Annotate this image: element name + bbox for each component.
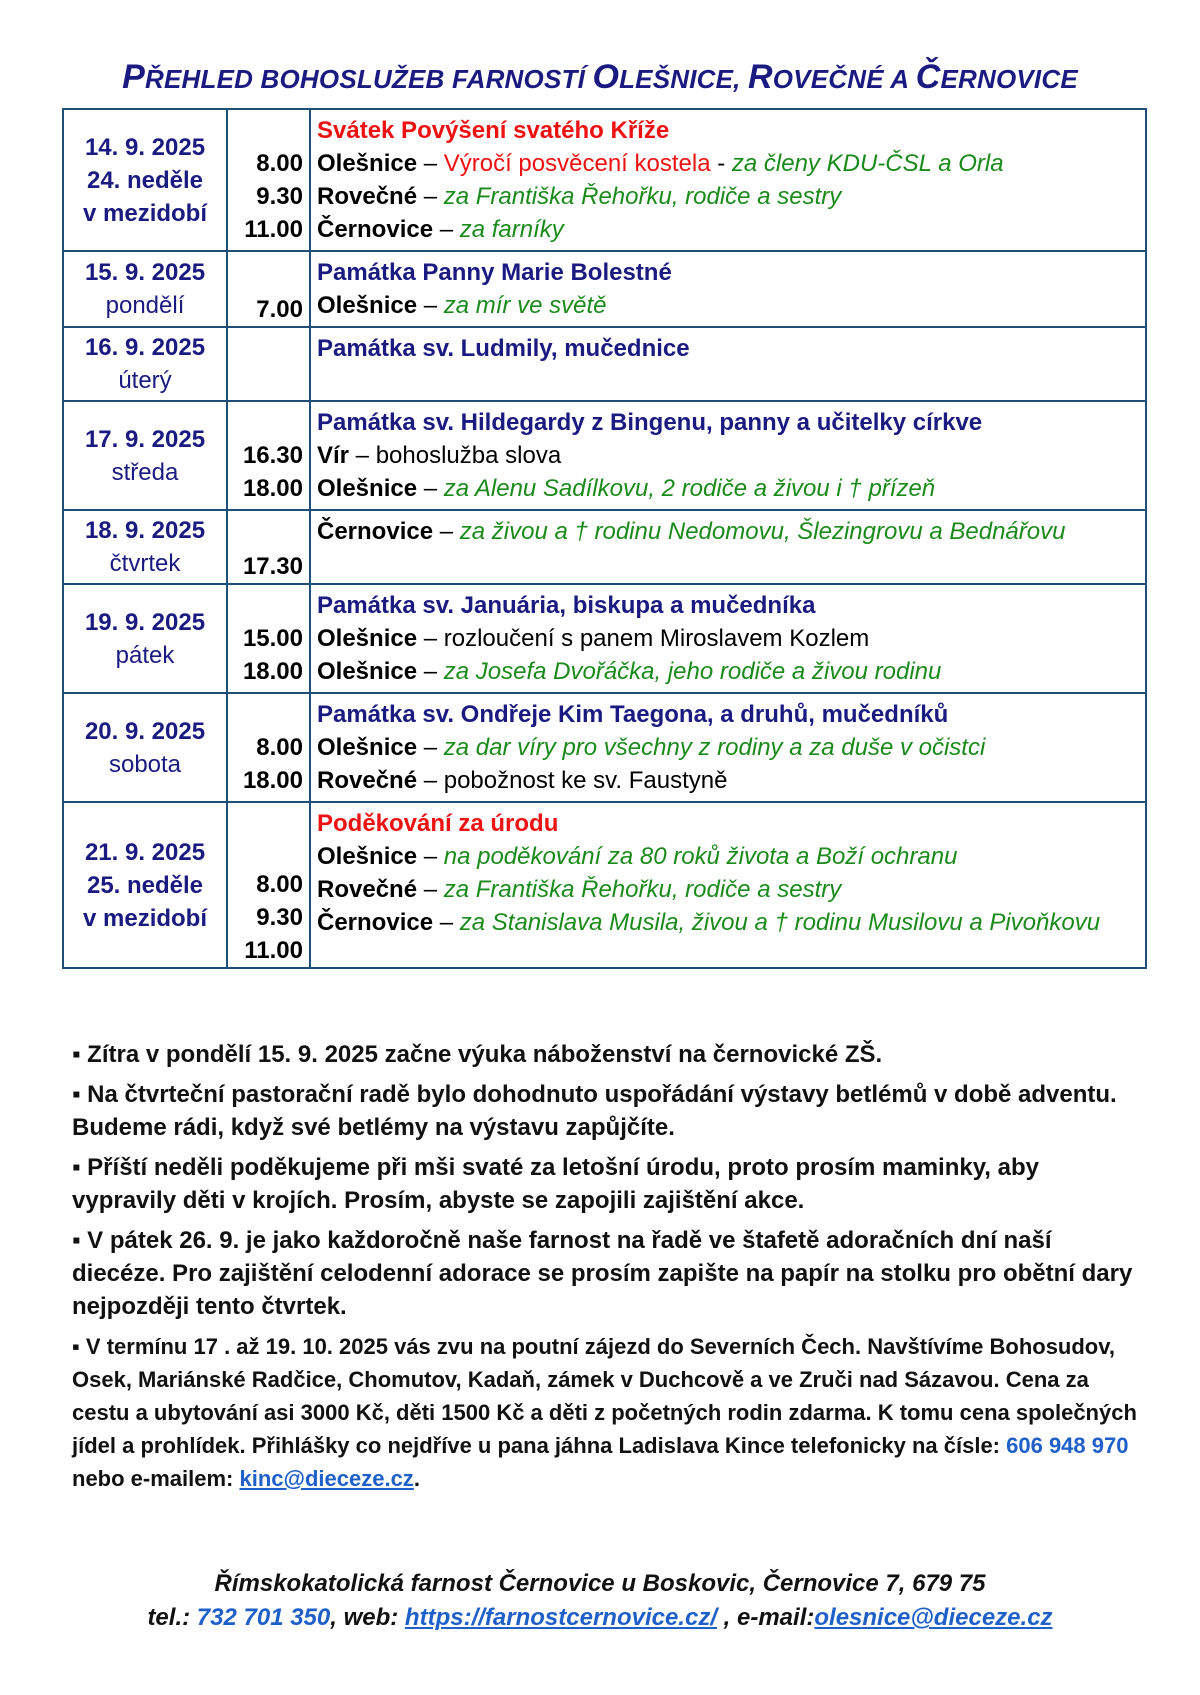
title-part: O [592, 58, 620, 96]
mass-place: Rovečné [317, 183, 418, 210]
mass-place: Olešnice [317, 625, 418, 652]
title-part: OVEČNÉ A [772, 64, 916, 94]
mass-place: Černovice [317, 518, 434, 545]
date: 19. 9. 2025 [84, 608, 206, 636]
footer-email-label: , e-mail: [717, 1604, 815, 1631]
day-name: čtvrtek [109, 550, 181, 577]
mass-entry [317, 906, 1145, 939]
title-part: P [122, 58, 146, 96]
schedule-row [63, 327, 1146, 401]
day-name: pátek [115, 641, 175, 669]
feast-title: Památka Panny Marie Bolestné [317, 259, 672, 286]
mass-time: 18.00 [242, 475, 303, 502]
mass-entry [317, 439, 1145, 472]
date: 20. 9. 2025 [84, 717, 206, 745]
date: 17. 9. 2025 [84, 425, 206, 453]
feast-title: Svátek Povýšení svatého Kříže [317, 117, 670, 144]
day-name: 24. neděle [86, 166, 204, 194]
schedule-row [63, 584, 1146, 693]
page-title [0, 58, 1200, 97]
footer-address: Římskokatolická farnost Černovice u Boskovic, Černovice 7, 679 75 [214, 1570, 986, 1597]
separator: – [417, 183, 444, 210]
date-cell [63, 327, 227, 401]
mass-time: 18.00 [242, 658, 303, 685]
mass-entry [317, 180, 1145, 213]
footer-phone[interactable]: 732 701 350 [196, 1604, 331, 1631]
mass-intention: za mír ve světě [443, 292, 607, 319]
date-cell [63, 401, 227, 510]
separator: – [433, 518, 460, 545]
mass-time: 7.00 [256, 296, 303, 323]
mass-time: 18.00 [242, 767, 303, 794]
day-name: sobota [108, 750, 182, 778]
description-cell [310, 584, 1146, 693]
mass-entry [317, 840, 1145, 873]
mass-note: pobožnost ke sv. Faustyně [443, 767, 728, 794]
date: 18. 9. 2025 [84, 517, 206, 544]
mass-note: rozloučení s panem Miroslavem Kozlem [443, 625, 870, 652]
description-cell [310, 109, 1146, 251]
mass-intention: za Stanislava Musila, živou a † rodinu Musilovu a Pivoňkovu [459, 909, 1101, 936]
mass-entry [317, 731, 1145, 764]
announcement: ▪ Zítra v pondělí 15. 9. 2025 začne výuka náboženství na černovické ZŠ. [72, 1041, 883, 1068]
date-cell [63, 802, 227, 968]
mass-intention: za Františka Řehořku, rodiče a sestry [443, 876, 842, 903]
trip-text: ▪ V termínu 17 . až 19. 10. 2025 vás zvu na poutní zájezd do Severních Čech. Navštívíme Bohosudov, Osek, Mariánské Radčice, Chomutov, Kadaň, zámek v Duchcově a ve Zruči nad Sázavou. Cena za cestu a ubytování asi 3000 Kč, děti 1500 Kč a děti z početných rodin zdarma. K tomu cena společných jídel a prohlídek. Přihlášky co nejdříve u pana jáhna Ladislava Kince telefonicky na čísle: [72, 1334, 1137, 1458]
mass-entry [317, 764, 1145, 797]
separator: – [349, 442, 376, 469]
schedule-row [63, 693, 1146, 802]
title-part: Č [915, 58, 941, 96]
mass-place: Olešnice [317, 658, 418, 685]
mass-time: 17.30 [242, 553, 303, 580]
day-name: v mezidobí [82, 904, 208, 932]
mass-place: Olešnice [317, 150, 418, 177]
footer-web-link[interactable]: https://farnostcernovice.cz/ [404, 1604, 717, 1631]
mass-time: 9.30 [256, 183, 303, 210]
mass-entry [317, 147, 1145, 180]
trip-phone[interactable]: 606 948 970 [1006, 1433, 1129, 1458]
mass-intention: za živou a † rodinu Nedomovu, Šlezingrovu a Bednářovu [459, 518, 1066, 545]
day-name: pondělí [105, 292, 185, 319]
mass-intention: za Alenu Sadílkovu, 2 rodiče a živou i † přízeň [443, 475, 936, 502]
mass-place: Olešnice [317, 292, 418, 319]
mass-place: Olešnice [317, 475, 418, 502]
announcement: ▪ Příští neděli poděkujeme při mši svaté za letošní úrodu, proto prosím maminky, aby vypravily děti v krojích. Prosím, abyste se zapojili zajištění akce. [72, 1154, 1039, 1214]
date: 21. 9. 2025 [84, 838, 206, 866]
schedule-row [63, 109, 1146, 251]
mass-time: 11.00 [244, 216, 303, 243]
title-part: R [748, 58, 773, 96]
date: 16. 9. 2025 [84, 334, 206, 361]
mass-intention: za farníky [459, 216, 564, 243]
title-part: LEŠNICE, [619, 64, 749, 94]
separator: – [417, 658, 444, 685]
feast-title: Poděkování za úrodu [317, 810, 559, 837]
anniversary-note: Výročí posvěcení kostela [443, 150, 711, 177]
separator: – [417, 843, 444, 870]
mass-intention: za Františka Řehořku, rodiče a sestry [443, 183, 842, 210]
announcement: ▪ Na čtvrteční pastorační radě bylo dohodnuto uspořádání výstavy betlémů v době adventu. Budeme rádi, když své betlémy na výstavu zapůjčíte. [72, 1081, 1117, 1141]
feast-title: Památka sv. Ondřeje Kim Taegona, a druhů, mučedníků [317, 701, 949, 728]
schedule-row [63, 802, 1146, 968]
footer-tel-label: tel.: [147, 1604, 197, 1631]
mass-place: Vír [317, 442, 350, 469]
mass-intention: za členy KDU-ČSL a Orla [731, 150, 1004, 177]
title-part: ŘEHLED BOHOSLUŽEB FARNOSTÍ [145, 64, 593, 94]
title-part: ERNOVICE [940, 64, 1078, 94]
mass-time: 9.30 [256, 904, 303, 931]
separator: – [433, 909, 460, 936]
mass-place: Rovečné [317, 767, 418, 794]
mass-place: Olešnice [317, 734, 418, 761]
footer [0, 1567, 1200, 1635]
description-cell [310, 693, 1146, 802]
times-cell [227, 693, 310, 802]
times-cell [227, 584, 310, 693]
schedule-row [63, 251, 1146, 327]
mass-place: Olešnice [317, 843, 418, 870]
times-cell [227, 510, 310, 584]
mass-place: Černovice [317, 216, 434, 243]
trip-announcement [72, 1330, 1142, 1495]
date: 14. 9. 2025 [84, 133, 206, 161]
footer-contacts [0, 1601, 1200, 1635]
trip-end: . [413, 1466, 420, 1491]
schedule-row [63, 510, 1146, 584]
schedule-row [63, 401, 1146, 510]
feast-title: Památka sv. Hildegardy z Bingenu, panny a učitelky církve [317, 409, 983, 436]
mass-time: 8.00 [256, 734, 303, 761]
day-name: středa [111, 458, 179, 486]
schedule-table [62, 108, 1147, 969]
separator: – [433, 216, 460, 243]
feast-title: Památka sv. Ludmily, mučednice [317, 335, 690, 362]
date-cell [63, 109, 227, 251]
mass-time: 15.00 [242, 625, 303, 652]
date-cell [63, 693, 227, 802]
mass-entry [317, 873, 1145, 906]
description-cell [310, 251, 1146, 327]
mass-intention: za Josefa Dvořáčka, jeho rodiče a živou rodinu [443, 658, 942, 685]
times-cell [227, 327, 310, 401]
mass-entry [317, 289, 1145, 322]
announcement: ▪ V pátek 26. 9. je jako každoročně naše farnost na řadě ve štafetě adoračních dní naší diecéze. Pro zajištění celodenní adorace se prosím zapište na papír na stolku pro obětní dary nejpozději tento čtvrtek. [72, 1227, 1133, 1320]
mass-entry [317, 655, 1145, 688]
footer-web-label: , web: [330, 1604, 405, 1631]
separator: - [710, 150, 732, 177]
mass-intention: na poděkování za 80 roků života a Boží ochranu [443, 843, 958, 870]
mass-place: Černovice [317, 909, 434, 936]
mass-note: bohoslužba slova [375, 442, 562, 469]
trip-email-link[interactable]: kinc@dieceze.cz [239, 1466, 414, 1491]
footer-email-link[interactable]: olesnice@dieceze.cz [814, 1604, 1053, 1631]
day-name: úterý [118, 367, 172, 394]
description-cell [310, 327, 1146, 401]
date-cell [63, 251, 227, 327]
times-cell [227, 251, 310, 327]
announcements [72, 1038, 1142, 1502]
description-cell [310, 802, 1146, 968]
description-cell [310, 510, 1146, 584]
description-cell [310, 401, 1146, 510]
day-name: v mezidobí [82, 199, 208, 227]
times-cell [227, 109, 310, 251]
mass-time: 8.00 [256, 871, 303, 898]
mass-entry [317, 472, 1145, 505]
feast-title: Památka sv. Januária, biskupa a mučedníka [317, 592, 816, 619]
separator: – [417, 150, 444, 177]
mass-time: 8.00 [256, 150, 303, 177]
date-cell [63, 584, 227, 693]
mass-time: 11.00 [244, 937, 303, 964]
separator: – [417, 876, 444, 903]
date-cell [63, 510, 227, 584]
separator: – [417, 292, 444, 319]
mass-time: 16.30 [242, 442, 303, 469]
times-cell [227, 802, 310, 968]
times-cell [227, 401, 310, 510]
mass-entry [317, 622, 1145, 655]
mass-place: Rovečné [317, 876, 418, 903]
separator: – [417, 767, 444, 794]
trip-email-prefix: nebo e-mailem: [72, 1466, 240, 1491]
separator: – [417, 734, 444, 761]
separator: – [417, 475, 444, 502]
date: 15. 9. 2025 [84, 259, 206, 286]
mass-entry [317, 515, 1145, 548]
mass-intention: za dar víry pro všechny z rodiny a za duše v očistci [443, 734, 986, 761]
mass-entry [317, 213, 1145, 246]
day-name: 25. neděle [86, 871, 204, 899]
separator: – [417, 625, 444, 652]
